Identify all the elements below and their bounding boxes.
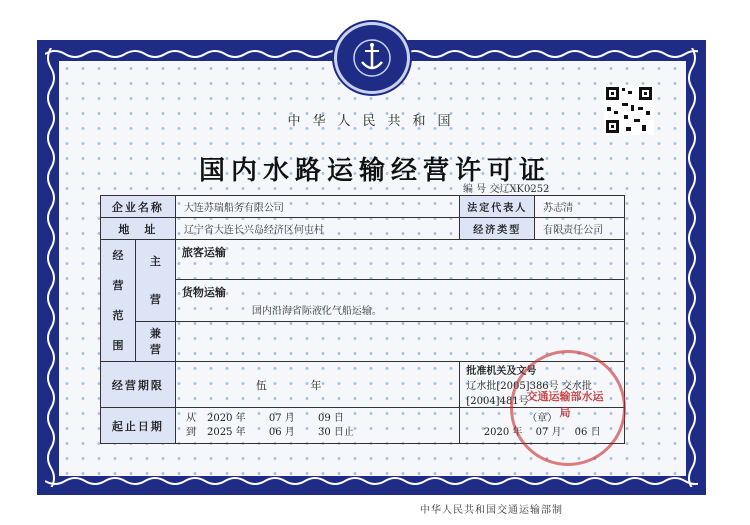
- to-label: 到: [185, 426, 196, 438]
- day-unit: 日: [333, 412, 344, 424]
- country-name: 中华人民共和国: [287, 114, 463, 129]
- scope-row-main-2: [101, 280, 625, 322]
- address-value: 辽宁省大连长兴岛经济区何屯村: [175, 218, 460, 240]
- main-item-cargo: [175, 280, 624, 322]
- approval-value: 辽水批[2005]386号 交水批[2004]481号: [466, 381, 592, 407]
- approval-label: 批准机关及文号: [466, 366, 537, 377]
- business-scope-label: [101, 240, 136, 362]
- period-unit: 年: [310, 378, 322, 392]
- period-label: 经营期限: [101, 362, 176, 408]
- dates-label: 起止日期: [101, 408, 176, 444]
- secondary-char: 营: [149, 342, 161, 356]
- economic-type-label: 经济类型: [460, 218, 535, 240]
- from-label: 从: [185, 412, 196, 424]
- main-item-name: 货物运输: [181, 286, 226, 299]
- year-unit: 年: [512, 426, 523, 438]
- stamp-note: （章）: [527, 412, 558, 424]
- company-label: 企业名称: [101, 196, 176, 218]
- issue-day: 06: [574, 426, 588, 438]
- certificate-title: 国内水路运输经营许可证: [198, 156, 551, 186]
- company-value: 大连苏瑞船务有限公司: [175, 196, 460, 218]
- secondary-business-label: [135, 322, 175, 362]
- from-day: 09: [317, 412, 331, 424]
- scope-char: 经: [112, 248, 124, 262]
- secondary-char: 兼: [149, 326, 161, 340]
- representative-value: 苏志清: [535, 196, 625, 218]
- month-unit: 月: [284, 412, 295, 424]
- year-unit: 年: [235, 412, 246, 424]
- day-unit: 日: [333, 426, 344, 438]
- date-to: [186, 426, 460, 440]
- main-item-name: 旅客运输: [181, 246, 226, 259]
- period-value: 伍: [255, 378, 267, 392]
- address-label: 地 址: [101, 218, 176, 240]
- to-day: 30: [317, 426, 331, 438]
- scope-char: 营: [112, 278, 124, 292]
- representative-label: 法定代表人: [460, 196, 535, 218]
- serial-label: 编 号: [463, 184, 487, 195]
- serial-number: [463, 180, 549, 195]
- issue-year: 2020: [483, 426, 510, 438]
- day-unit: 日: [590, 426, 601, 438]
- month-unit: 月: [551, 426, 562, 438]
- main-item-passenger: [175, 240, 624, 280]
- from-month: 07: [268, 412, 282, 424]
- scope-char: 范: [112, 308, 124, 322]
- scope-char: 围: [112, 338, 124, 352]
- economic-type-value: 有限责任公司: [535, 218, 625, 240]
- main-char: 营: [149, 292, 161, 306]
- issuer-footer: 中华人民共和国交通运输部制: [420, 505, 563, 516]
- dates-value-cell: [175, 408, 460, 444]
- official-seal-text: 交通运输部水运局: [526, 390, 604, 419]
- to-year: 2025: [207, 426, 233, 438]
- main-char: 主: [149, 254, 161, 268]
- month-unit: 月: [284, 426, 295, 438]
- period-value-cell: [175, 362, 460, 408]
- to-month: 06: [268, 426, 282, 438]
- scope-row-main-1: [101, 240, 625, 280]
- year-unit: 年: [235, 426, 246, 438]
- main-item-desc: 国内沿海省际液化气船运输。: [251, 306, 382, 317]
- from-year: 2020: [207, 412, 233, 424]
- anchor-emblem-icon: [334, 22, 410, 94]
- main-business-label: [135, 240, 175, 322]
- company-row: [101, 196, 625, 218]
- date-from: [186, 412, 460, 426]
- issue-month: 07: [535, 426, 549, 438]
- address-row: [101, 218, 625, 240]
- serial-value: 交辽XK0252: [489, 184, 550, 195]
- end-suffix: 止: [343, 426, 354, 438]
